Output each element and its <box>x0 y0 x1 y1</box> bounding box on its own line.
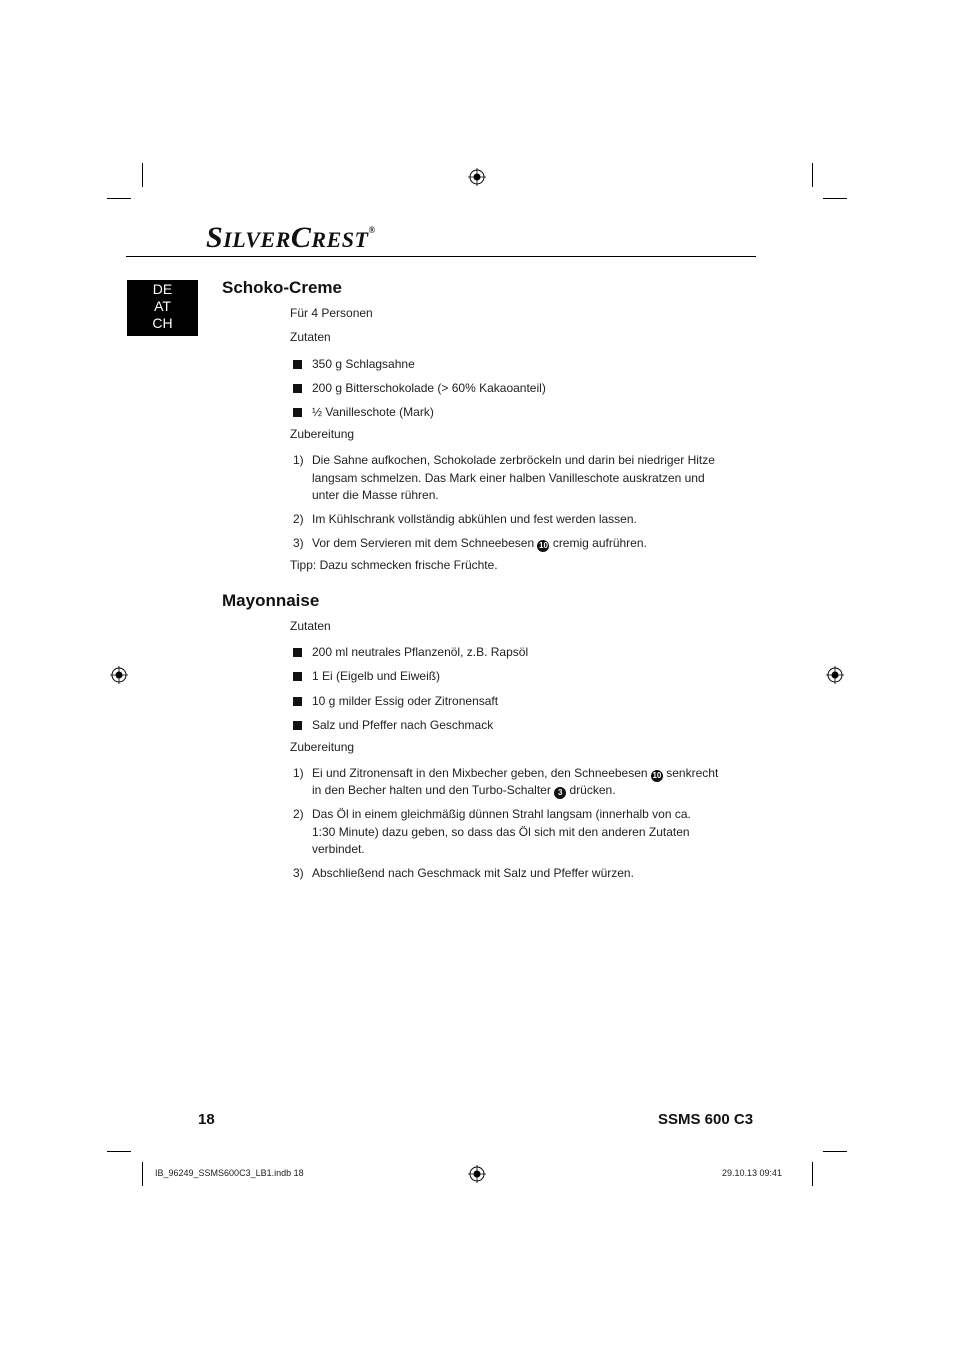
registration-mark-icon <box>468 168 486 186</box>
bullet-icon <box>293 408 302 417</box>
steps-heading: Zubereitung <box>290 740 355 754</box>
crop-mark <box>812 163 813 187</box>
registration-mark-icon <box>110 666 128 684</box>
page-number: 18 <box>198 1111 215 1128</box>
part-number-icon: 10 <box>652 771 662 780</box>
step-number: 2) <box>293 512 304 526</box>
crop-mark <box>823 1151 847 1152</box>
model-name: SSMS 600 C3 <box>658 1111 754 1128</box>
step-line: unter die Masse rühren. <box>312 488 439 502</box>
crop-mark <box>107 1151 131 1152</box>
ingredients-heading: Zutaten <box>290 619 331 633</box>
list-item: 10 g milder Essig oder Zitronensaft <box>312 694 499 708</box>
step-line: langsam schmelzen. Das Mark einer halben Vanilleschote auskratzen und <box>312 471 705 485</box>
part-number-icon: 10 <box>539 541 548 550</box>
step-line: verbindet. <box>312 842 365 856</box>
servings: Für 4 Personen <box>290 306 373 320</box>
crop-mark <box>107 198 131 199</box>
step-line: in den Becher halten und den Turbo-Schalter 3 drücken. <box>312 783 616 797</box>
list-item: Salz und Pfeffer nach Geschmack <box>312 718 494 732</box>
tip-text: Tipp: Dazu schmecken frische Früchte. <box>290 558 498 572</box>
bullet-icon <box>293 648 302 657</box>
slug-datetime: 29.10.13 09:41 <box>722 1168 783 1178</box>
step-line: 1:30 Minute) dazu geben, so dass das Öl sich mit den anderen Zutaten <box>312 825 690 839</box>
bullet-icon <box>293 721 302 730</box>
step-number: 1) <box>293 453 304 467</box>
list-item: 1 Ei (Eigelb und Eiweiß) <box>312 669 441 683</box>
ingredients-heading: Zutaten <box>290 330 331 344</box>
step-line: Vor dem Servieren mit dem Schneebesen 10 cremig aufrühren. <box>312 536 647 550</box>
step-number: 3) <box>293 866 304 880</box>
section-title: Mayonnaise <box>222 591 320 610</box>
bullet-icon <box>293 360 302 369</box>
bullet-icon <box>293 384 302 393</box>
crop-mark <box>812 1162 813 1186</box>
step-line: Das Öl in einem gleichmäßig dünnen Strahl langsam (innerhalb von ca. <box>312 807 691 821</box>
registration-mark-icon <box>826 666 844 684</box>
step-number: 3) <box>293 536 304 550</box>
step-number: 2) <box>293 807 304 821</box>
step-line: Die Sahne aufkochen, Schokolade zerbröckeln und darin bei niedriger Hitze <box>312 453 715 467</box>
crop-mark <box>142 1162 143 1186</box>
registration-mark-icon <box>468 1165 486 1183</box>
list-item: 350 g Schlagsahne <box>312 357 415 371</box>
brand-logo: SILVERCREST® <box>206 221 376 254</box>
crop-mark <box>142 163 143 187</box>
language-tab: DE AT CH <box>127 280 198 336</box>
step-number: 1) <box>293 766 304 780</box>
list-item: 200 g Bitterschokolade (> 60% Kakaoanteil) <box>312 381 546 395</box>
section-title: Schoko-Creme <box>222 278 342 297</box>
list-item: 200 ml neutrales Pflanzenöl, z.B. Rapsöl <box>312 645 529 659</box>
part-number-icon: 3 <box>554 787 566 799</box>
bullet-icon <box>293 697 302 706</box>
crop-mark <box>823 198 847 199</box>
slug-file: IB_96249_SSMS600C3_LB1.indb 18 <box>155 1168 304 1178</box>
header-rule <box>126 256 756 257</box>
list-item: ½ Vanilleschote (Mark) <box>312 405 434 419</box>
step-line: Ei und Zitronensaft in den Mixbecher geben, den Schneebesen 10 senkrecht <box>312 766 719 780</box>
step-line: Im Kühlschrank vollständig abkühlen und fest werden lassen. <box>312 512 637 526</box>
steps-heading: Zubereitung <box>290 427 355 441</box>
bullet-icon <box>293 672 302 681</box>
step-line: Abschließend nach Geschmack mit Salz und Pfeffer würzen. <box>312 866 634 880</box>
